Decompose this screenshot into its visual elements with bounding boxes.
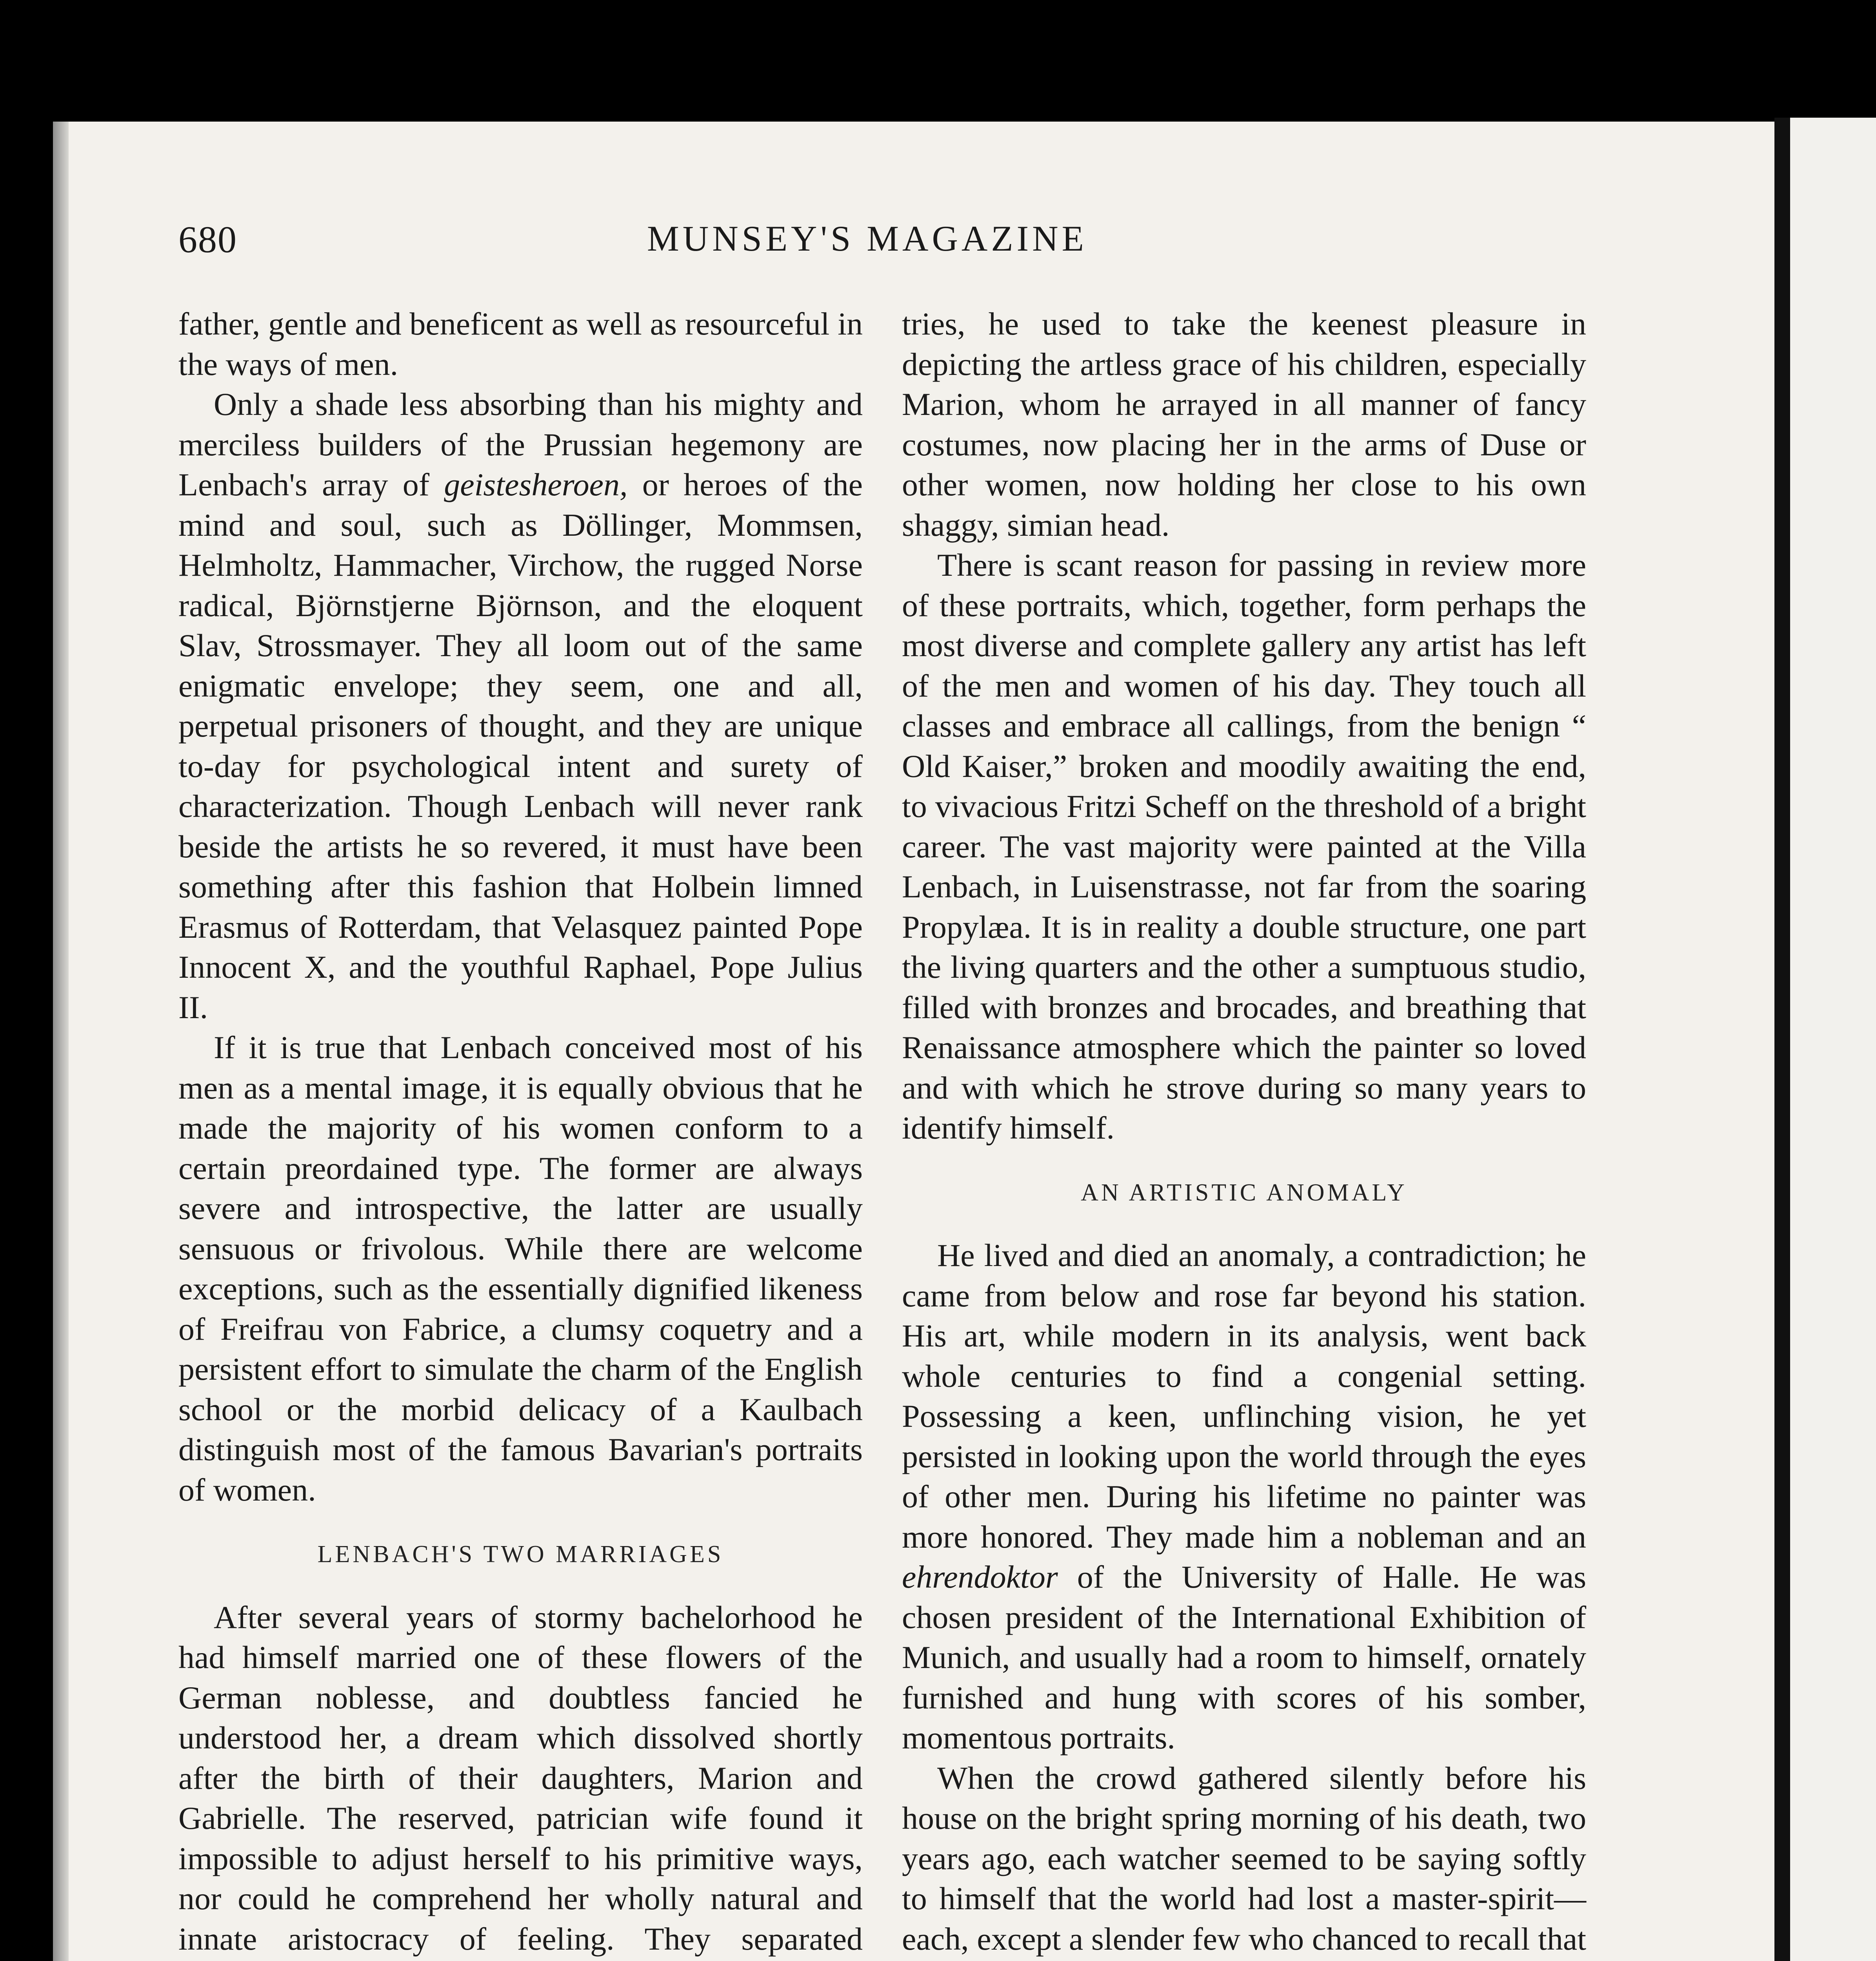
facing-page-edge (1790, 118, 1876, 1961)
italic-term: ehrendoktor (902, 1559, 1058, 1595)
paragraph: After several years of stormy bachelorhood he had himself married one of these flowers of the German noblesse, and doubtless fancied he understood her, a dream which dissolved shortly after the birth of their daughters, Marion and Gabrielle. The reserved, patrician wife found it impossible to adjust herself to his primitive ways, nor could he comprehend her wholly natural and innate aristocracy of feeling. They separated (178, 1599, 863, 1957)
section-heading: LENBACH'S TWO MARRIAGES (317, 1541, 724, 1568)
paragraph: tries, he used to take the keenest pleasure in depicting the artless grace of his children, especially Marion, whom he arrayed in all manner of fancy costumes, now placing her in the arms of Duse or other women, now holding her close to his own shaggy, simian head. (902, 306, 1586, 543)
running-head: MUNSEY'S MAGAZINE (647, 218, 1087, 258)
right-column (902, 304, 1586, 1961)
paragraph (178, 384, 863, 1028)
text-run: He lived and died an anomaly, a contradiction; he came from below and rose far beyond his station. His art, while modern in its analysis, went back whole centuries to find a congenial setting. Possessing a keen, unflinching vision, he yet persisted in looking upon the world through the eyes of other men. During his lifetime no painter was more honored. They made him a nobleman and an (902, 1237, 1586, 1555)
paragraph: There is scant reason for passing in review more of these portraits, which, together, form perhaps the most diverse and complete gallery any artist has left of the men and women of his day. They touch all classes and embrace all callings, from the benign “ Old Kaiser,” broken and moodily awaiting the end, to vivacious Fritzi Scheff on the threshold of a bright career. The vast majority were painted at the Villa Lenbach, in Luisenstrasse, not far from the soaring Propylæa. It is in reality a double structure, one part the living quarters and the other a sumptuous studio, filled with bronzes and brocades, and breathing that Renaissance atmosphere which the painter so loved and with which he strove during so many years to identify himself. (902, 547, 1586, 1146)
page-number: 680 (178, 218, 237, 260)
paragraph: If it is true that Lenbach conceived most of his men as a mental image, it is equally obvious that he made the majority of his women conform to a certain preordained type. The former are always severe and introspective, the latter are usually sensuous or frivolous. While there are welcome exceptions, such as the essentially dignified likeness of Freifrau von Fabrice, a clumsy coquetry and a persistent effort to simulate the charm of the English school or the morbid delicacy of a Kaulbach distinguish most of the famous Bavarian's portraits of women. (178, 1030, 863, 1508)
paragraph: When the crowd gathered silently before his house on the bright spring morning of his death, two years ago, each watcher seemed to be saying softly to himself that the world had lost a master-spirit—each, except a slender few who chanced to recall that (902, 1760, 1586, 1957)
page-gutter (1774, 118, 1790, 1961)
italic-term: geistesheroen, (444, 467, 628, 502)
text-run: Only a shade less absorbing than his mighty and merciless builders of the Prussian hegemony are Lenbach's array of (178, 386, 863, 502)
text-run: or heroes of the mind and soul, such as Döllinger, Mommsen, Helmholtz, Hammacher, Virchow, the rugged Norse radical, Björnstjerne Björnson, and the eloquent Slav, Strossmayer. They all loom out of the same enigmatic envelope; they seem, one and all, perpetual prisoners of thought, and they are unique to-day for psychological intent and surety of characterization. Though Lenbach will never rank beside the artists he so revered, it must have been something after this fashion that Holbein limned Erasmus of Rotterdam, that Velasquez painted Pope Innocent X, and the youthful Raphael, Pope Julius II. (178, 467, 863, 1025)
left-column (178, 304, 863, 1961)
paragraph: father, gentle and beneficent as well as resourceful in the ways of men. (178, 306, 863, 382)
section-heading: AN ARTISTIC ANOMALY (1081, 1179, 1407, 1206)
page-spine-shadow (53, 122, 69, 1961)
text-run: of the University of Halle. He was chosen president of the International Exhibition of Munich, and usually had a room to himself, ornately furnished and hung with scores of his somber, momentous portraits. (902, 1559, 1586, 1755)
paragraph (902, 1235, 1586, 1758)
